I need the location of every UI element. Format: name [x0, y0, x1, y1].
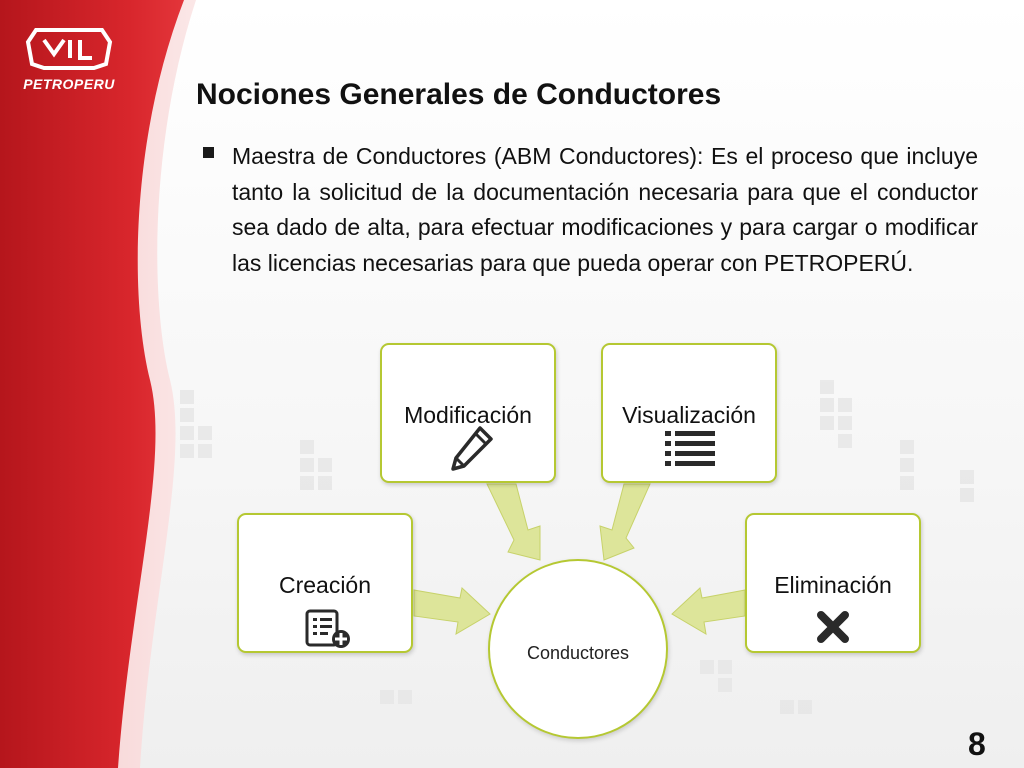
slide-title: Nociones Generales de Conductores: [196, 78, 722, 111]
page-number: 8: [968, 726, 986, 762]
node-visualizacion: [601, 343, 777, 483]
petroperu-logo: [14, 20, 124, 90]
node-creacion-label: Creación: [278, 572, 372, 598]
x-icon: [817, 611, 849, 643]
node-eliminacion-label: Eliminación: [774, 572, 892, 598]
bullet-text: Maestra de Conductores (ABM Conductores): Es el proceso que incluye tanto la solicitud de la documentación necesaria para que el conductor sea dado de alta, para efectuar modificaciones y para cargar o modificar las licencias necesarias para que pueda operar con PETROPERÚ.: [232, 143, 978, 276]
node-eliminacion: [745, 513, 921, 653]
center-node-label: Conductores: [526, 643, 630, 663]
list-icon: [665, 429, 717, 469]
node-visualizacion-label: Visualización: [622, 402, 756, 428]
node-modificacion: [380, 343, 556, 483]
node-modificacion-label: Modificación: [404, 402, 532, 428]
petroperu-emblem-icon: [14, 20, 124, 76]
node-creacion: [237, 513, 413, 653]
form-add-icon: [305, 609, 351, 649]
bullet-marker: [203, 147, 214, 158]
pencil-icon: [450, 425, 494, 471]
center-node-conductores: [488, 559, 668, 739]
logo-text: PETROPERU: [23, 76, 115, 92]
